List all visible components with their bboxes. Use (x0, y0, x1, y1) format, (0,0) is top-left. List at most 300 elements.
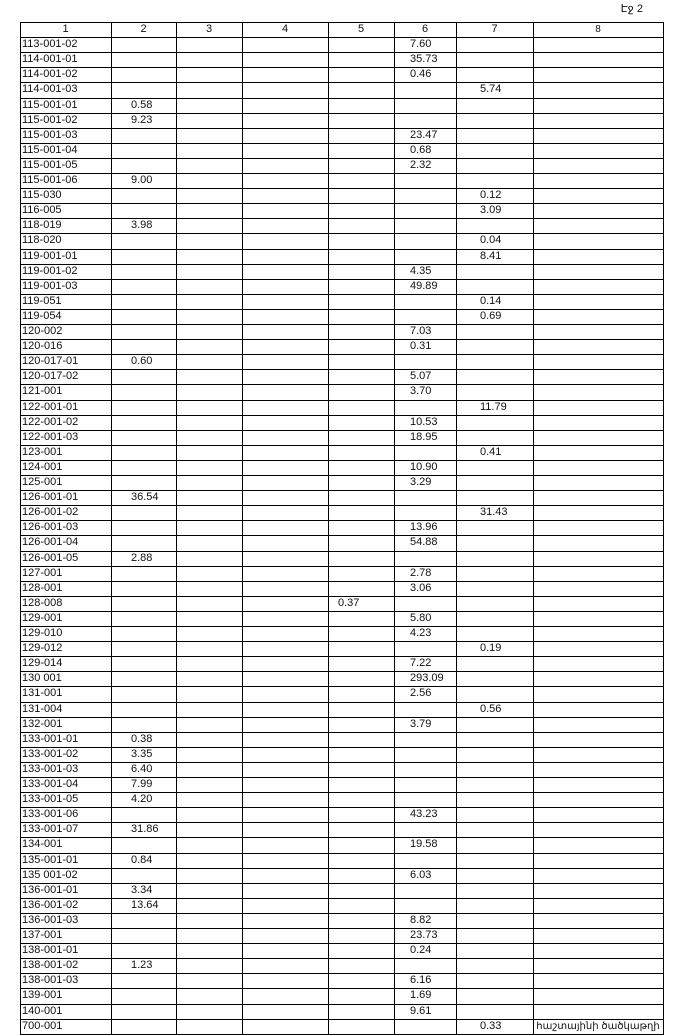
table-row (20, 98, 663, 113)
table-cell: 122-001-03 (22, 430, 79, 443)
table-cell (328, 384, 394, 399)
table-cell: 6.40 (131, 762, 153, 775)
table-cell: 0.60 (131, 355, 153, 368)
grid-hline (20, 294, 663, 295)
table-cell: 138-001-01 (22, 944, 79, 957)
grid-hline (20, 973, 663, 974)
table-cell (242, 1004, 328, 1019)
table-cell (242, 822, 328, 837)
table-cell (242, 868, 328, 883)
table-cell (394, 958, 456, 973)
table-cell: 121-001 (22, 385, 63, 398)
grid-hline (20, 822, 663, 823)
table-cell: 124-001 (22, 460, 63, 473)
table-cell (328, 566, 394, 581)
table-cell (456, 218, 533, 233)
table-cell (394, 233, 456, 248)
table-cell: 114-001-01 (22, 53, 78, 66)
table-cell: 35.73 (410, 53, 438, 66)
grid-hline (20, 475, 663, 476)
table-cell (328, 732, 394, 747)
table-cell (533, 822, 663, 837)
table-cell (242, 958, 328, 973)
table-cell (111, 445, 176, 460)
grid-hline (20, 384, 663, 385)
grid-hline (20, 958, 663, 959)
table-cell (456, 158, 533, 173)
table-cell (176, 717, 242, 732)
table-cell (533, 973, 663, 988)
table-cell (242, 52, 328, 67)
table-cell: 129-001 (22, 611, 63, 624)
table-row (20, 671, 663, 686)
table-cell: 0.41 (480, 445, 502, 458)
table-row (20, 520, 663, 535)
grid-hline (20, 82, 663, 83)
table-cell (111, 294, 176, 309)
grid-hline (20, 22, 663, 23)
table-cell (533, 671, 663, 686)
table-cell (111, 1004, 176, 1019)
table-cell (394, 762, 456, 777)
table-cell: 118-019 (22, 219, 62, 232)
grid-hline (20, 354, 663, 355)
table-cell (176, 384, 242, 399)
grid-hline (20, 113, 663, 114)
table-cell (176, 566, 242, 581)
grid-hline (20, 913, 663, 914)
table-cell (111, 128, 176, 143)
table-cell (176, 747, 242, 762)
header-cell: 8 (595, 24, 601, 35)
table-row (20, 762, 663, 777)
table-cell: 18.95 (410, 430, 438, 443)
table-cell (242, 294, 328, 309)
table-cell: 0.12 (480, 189, 502, 202)
table-cell (533, 535, 663, 550)
table-cell: 133-001-02 (22, 747, 79, 760)
table-cell (533, 218, 663, 233)
table-cell (394, 218, 456, 233)
table-cell (176, 52, 242, 67)
table-cell: 8.82 (410, 913, 432, 926)
table-cell (394, 309, 456, 324)
table-cell (456, 98, 533, 113)
table-cell: 31.86 (131, 823, 159, 836)
table-cell (456, 868, 533, 883)
table-cell (328, 203, 394, 218)
table-cell: 2.32 (410, 158, 432, 171)
table-cell (176, 324, 242, 339)
table-row (20, 868, 663, 883)
table-cell (111, 143, 176, 158)
grid-vline (20, 22, 21, 1035)
grid-hline (20, 928, 663, 929)
table-cell (328, 943, 394, 958)
table-cell (533, 264, 663, 279)
table-cell: 13.64 (131, 898, 159, 911)
table-cell (533, 883, 663, 898)
table-cell (176, 958, 242, 973)
table-cell (111, 430, 176, 445)
table-cell (328, 339, 394, 354)
table-cell (328, 535, 394, 550)
table-cell: 132-001 (22, 717, 63, 730)
table-cell (111, 475, 176, 490)
table-cell (111, 1019, 176, 1034)
header-cell: 4 (281, 23, 289, 35)
table-cell: 115-001-05 (22, 158, 78, 171)
table-cell (456, 837, 533, 852)
table-cell (533, 188, 663, 203)
table-cell (533, 279, 663, 294)
table-cell (242, 973, 328, 988)
table-row (20, 973, 663, 988)
table-cell (111, 339, 176, 354)
table-cell (111, 928, 176, 943)
table-cell: 126-001-04 (22, 536, 79, 549)
table-cell (533, 158, 663, 173)
table-cell (328, 82, 394, 97)
table-cell (456, 37, 533, 52)
table-cell (176, 943, 242, 958)
table-cell (533, 294, 663, 309)
table-cell: 126-001-03 (22, 521, 79, 534)
table-cell (242, 309, 328, 324)
table-cell (328, 702, 394, 717)
table-row (20, 777, 663, 792)
table-cell: 139-001 (22, 989, 63, 1002)
table-cell (176, 188, 242, 203)
table-row (20, 898, 663, 913)
table-cell (328, 233, 394, 248)
table-row (20, 203, 663, 218)
table-cell (533, 82, 663, 97)
table-cell (176, 535, 242, 550)
table-cell (456, 475, 533, 490)
table-cell (176, 671, 242, 686)
grid-hline (20, 717, 663, 718)
table-cell: 3.98 (131, 219, 153, 232)
table-cell (111, 52, 176, 67)
table-cell (328, 218, 394, 233)
grid-vline (111, 22, 112, 1035)
table-cell: 293.09 (410, 672, 444, 685)
table-cell (176, 113, 242, 128)
table-cell (456, 656, 533, 671)
table-cell (394, 203, 456, 218)
table-cell (394, 354, 456, 369)
table-cell (328, 188, 394, 203)
table-cell (111, 279, 176, 294)
header-cell: 6 (421, 23, 429, 35)
table-cell (176, 520, 242, 535)
table-cell (111, 82, 176, 97)
table-row (20, 460, 663, 475)
table-cell: 7.22 (410, 657, 432, 670)
grid-hline (20, 158, 663, 159)
table-cell: 0.68 (410, 143, 432, 156)
table-cell (176, 369, 242, 384)
table-row (20, 37, 663, 52)
table-row (20, 611, 663, 626)
table-cell: 130 001 (22, 672, 62, 685)
table-cell (456, 611, 533, 626)
table-cell (176, 279, 242, 294)
table-cell (328, 113, 394, 128)
table-cell (176, 837, 242, 852)
table-cell (394, 294, 456, 309)
table-cell (111, 702, 176, 717)
grid-hline (20, 747, 663, 748)
table-cell: 7.03 (410, 325, 432, 337)
table-cell (328, 173, 394, 188)
table-cell (176, 249, 242, 264)
table-cell: 2.56 (410, 687, 432, 700)
table-cell (456, 520, 533, 535)
table-cell: 119-051 (22, 294, 62, 307)
table-cell (533, 233, 663, 248)
table-cell (328, 1019, 394, 1034)
table-row (20, 641, 663, 656)
table-cell (242, 113, 328, 128)
table-cell (111, 67, 176, 82)
table-cell: 128-001 (22, 581, 63, 594)
table-row (20, 988, 663, 1003)
grid-hline (20, 943, 663, 944)
table-row (20, 656, 663, 671)
grid-vline (176, 22, 177, 1035)
table-cell (242, 626, 328, 641)
table-cell (456, 822, 533, 837)
table-cell (456, 279, 533, 294)
table-cell (328, 611, 394, 626)
table-cell (111, 460, 176, 475)
table-cell (242, 233, 328, 248)
table-cell: 131-001 (22, 687, 63, 700)
table-row (20, 369, 663, 384)
table-cell (176, 203, 242, 218)
table-cell (533, 369, 663, 384)
table-cell (328, 369, 394, 384)
table-cell (242, 384, 328, 399)
table-cell: 23.47 (410, 128, 438, 141)
table-cell (533, 249, 663, 264)
table-cell (111, 807, 176, 822)
table-row (20, 686, 663, 701)
grid-hline (20, 400, 663, 401)
table-cell (111, 369, 176, 384)
table-row (20, 551, 663, 566)
table-cell: 118-020 (22, 234, 62, 247)
table-cell (242, 490, 328, 505)
table-cell (533, 581, 663, 596)
table-cell (394, 732, 456, 747)
table-cell (328, 853, 394, 868)
table-cell (242, 369, 328, 384)
grid-hline (20, 309, 663, 310)
table-cell (328, 460, 394, 475)
table-row (20, 717, 663, 732)
grid-hline (20, 430, 663, 431)
table-cell: 133-001-03 (22, 762, 79, 775)
table-cell (111, 249, 176, 264)
table-cell (242, 943, 328, 958)
table-cell (394, 113, 456, 128)
table-cell (242, 520, 328, 535)
table-cell: 133-001-05 (22, 793, 79, 806)
table-cell (242, 898, 328, 913)
table-cell (456, 777, 533, 792)
table-header-row (20, 22, 663, 37)
grid-vline (394, 22, 395, 1035)
grid-hline (20, 656, 663, 657)
table-cell: 129-014 (22, 657, 63, 670)
table-cell (328, 792, 394, 807)
table-cell: 4.35 (410, 264, 432, 277)
table-cell (394, 792, 456, 807)
table-cell (533, 898, 663, 913)
table-cell: 49.89 (410, 279, 438, 292)
table-cell (394, 490, 456, 505)
table-cell (242, 1019, 328, 1034)
table-cell: 119-001-02 (22, 264, 78, 277)
table-cell: 700-001 (22, 1019, 63, 1032)
table-cell: 5.07 (410, 370, 432, 383)
table-cell (242, 475, 328, 490)
table-cell: 126-001-02 (22, 506, 79, 519)
table-cell (176, 868, 242, 883)
table-cell (111, 988, 176, 1003)
table-cell: 0.24 (410, 944, 432, 957)
table-cell (242, 218, 328, 233)
table-cell: 3.09 (480, 204, 502, 217)
grid-vline (328, 22, 329, 1035)
table-row (20, 505, 663, 520)
table-cell: 0.31 (410, 340, 432, 353)
table-cell (328, 505, 394, 520)
table-cell: 115-001-01 (22, 98, 78, 111)
table-cell (176, 656, 242, 671)
table-cell (456, 369, 533, 384)
table-cell (242, 82, 328, 97)
table-cell: 0.04 (480, 234, 502, 247)
table-cell (328, 883, 394, 898)
grid-hline (20, 853, 663, 854)
table-cell (533, 807, 663, 822)
table-cell (533, 98, 663, 113)
grid-hline (20, 490, 663, 491)
table-cell (242, 671, 328, 686)
table-cell (111, 686, 176, 701)
table-row (20, 445, 663, 460)
table-cell (456, 943, 533, 958)
table-cell (328, 67, 394, 82)
table-cell (533, 52, 663, 67)
table-cell (533, 173, 663, 188)
table-cell: 10.53 (410, 415, 438, 428)
table-row (20, 218, 663, 233)
table-cell: 23.73 (410, 929, 438, 941)
table-cell (111, 158, 176, 173)
table-cell (328, 128, 394, 143)
table-cell: 3.35 (131, 747, 153, 760)
table-cell (394, 188, 456, 203)
table-cell (456, 973, 533, 988)
table-cell (533, 762, 663, 777)
table-cell (242, 535, 328, 550)
table-cell: 138-001-03 (22, 974, 79, 987)
table-row (20, 173, 663, 188)
table-cell (456, 988, 533, 1003)
table-cell: 11.79 (480, 400, 507, 413)
grid-hline (20, 218, 663, 219)
table-cell: 0.84 (131, 853, 153, 866)
table-cell (456, 1004, 533, 1019)
table-cell (176, 98, 242, 113)
table-cell: 7.60 (410, 38, 432, 51)
grid-hline (20, 369, 663, 370)
table-cell (328, 294, 394, 309)
table-cell (242, 339, 328, 354)
table-row (20, 913, 663, 928)
table-row (20, 249, 663, 264)
table-cell (111, 671, 176, 686)
grid-hline (20, 777, 663, 778)
table-cell: 3.06 (410, 581, 432, 594)
table-cell (328, 309, 394, 324)
table-cell: 54.88 (410, 536, 438, 549)
grid-hline (20, 898, 663, 899)
table-cell (242, 883, 328, 898)
table-cell (456, 807, 533, 822)
header-cell: 5 (357, 23, 365, 35)
table-cell: 133-001-01 (22, 732, 79, 745)
table-cell (456, 747, 533, 762)
grid-hline (20, 445, 663, 446)
table-cell (456, 928, 533, 943)
table-cell (456, 853, 533, 868)
table-cell (111, 309, 176, 324)
table-cell (176, 309, 242, 324)
table-cell: 0.46 (410, 68, 432, 81)
table-cell (456, 762, 533, 777)
table-cell (394, 445, 456, 460)
table-row (20, 490, 663, 505)
table-cell (176, 702, 242, 717)
table-cell (456, 717, 533, 732)
table-row (20, 279, 663, 294)
table-cell (328, 581, 394, 596)
table-cell: 122-001-01 (22, 400, 79, 413)
table-row (20, 158, 663, 173)
table-cell (242, 581, 328, 596)
table-cell (111, 596, 176, 611)
table-cell (533, 475, 663, 490)
table-cell (533, 717, 663, 732)
table-cell (176, 551, 242, 566)
table-row (20, 475, 663, 490)
table-cell: 120-016 (22, 340, 63, 353)
table-cell: 3.70 (410, 385, 432, 398)
grid-hline (20, 702, 663, 703)
table-cell (111, 913, 176, 928)
table-cell: 122-001-02 (22, 415, 79, 428)
table-row (20, 732, 663, 747)
table-cell (242, 762, 328, 777)
table-cell (533, 1004, 663, 1019)
table-cell (456, 898, 533, 913)
